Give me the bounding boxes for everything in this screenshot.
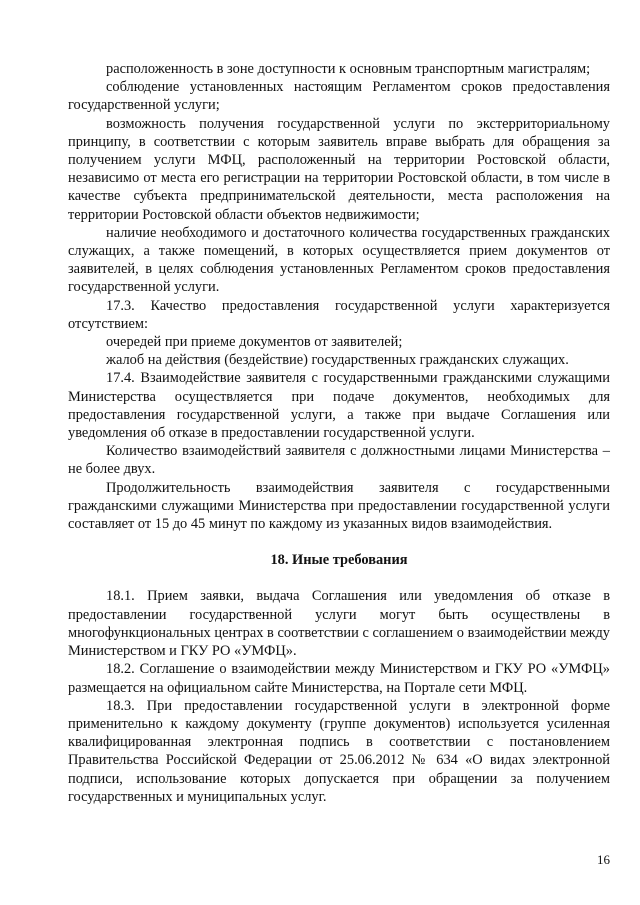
paragraph: Количество взаимодействий заявителя с должностными лицами Министерства – не более двух. bbox=[68, 443, 610, 478]
paragraph: 17.3. Качество предоставления государственной услуги характеризуется отсутствием: bbox=[68, 297, 610, 332]
paragraph: Продолжительность взаимодействия заявителя с государственными гражданскими служащими Министерства при предоставлении государственной услуги составляет от 15 до 45 минут по каждому из указанных видов взаимодействия. bbox=[68, 479, 610, 533]
paragraph: соблюдение установленных настоящим Регламентом сроков предоставления государственной услуги; bbox=[68, 79, 610, 114]
page-number: 16 bbox=[597, 852, 610, 867]
document-body bbox=[68, 60, 610, 806]
paragraph: 17.4. Взаимодействие заявителя с государственными гражданскими служащими Министерства осуществляется при подаче документов, необходимых для предоставления государственной услуги, а также при выдаче Соглашения или уведомления об отказе в предоставлении государственной услуги. bbox=[68, 370, 610, 442]
paragraph: возможность получения государственной услуги по экстерриториальному принципу, в соответствии с которым заявитель вправе выбрать для обращения за получением услуги МФЦ, расположенный на территории Ростовской области, независимо от места его регистрации на территории Ростовской области, в том числе в качестве субъекта предпринимательской деятельности, места расположения на территории Ростовской области объектов недвижимости; bbox=[68, 115, 610, 223]
paragraph: жалоб на действия (бездействие) государственных гражданских служащих. bbox=[106, 352, 569, 369]
section-heading: 18. Иные требования bbox=[270, 552, 408, 569]
paragraph: расположенность в зоне доступности к основным транспортным магистралям; bbox=[106, 61, 591, 77]
paragraph: наличие необходимого и достаточного количества государственных гражданских служащих, а также помещений, в которых осуществляется прием документов от заявителей, в целях соблюдения установленных Регламентом сроков предоставления государственной услуги. bbox=[68, 224, 610, 296]
paragraph: 18.2. Соглашение о взаимодействии между Министерством и ГКУ РО «УМФЦ» размещается на официальном сайте Министерства, на Портале сети МФЦ. bbox=[68, 661, 610, 696]
paragraph: 18.1. Прием заявки, выдача Соглашения или уведомления об отказе в предоставлении государственной услуги могут быть осуществлены в многофункциональных центрах в соответствии с соглашением о взаимодействии между Министерством и ГКУ РО «УМФЦ». bbox=[68, 588, 610, 660]
paragraph: очередей при приеме документов от заявителей; bbox=[106, 334, 403, 351]
paragraph: 18.3. При предоставлении государственной услуги в электронной форме применительно к каждому документу (группе документов) используется усиленная квалифицированная электронная подпись в соответствии с постановлением Правительства Российской Федерации от 25.06.2012 № 634 «О видах электронной подписи, использование которых допускается при обращении за получением государственных и муниципальных услуг. bbox=[68, 697, 610, 805]
